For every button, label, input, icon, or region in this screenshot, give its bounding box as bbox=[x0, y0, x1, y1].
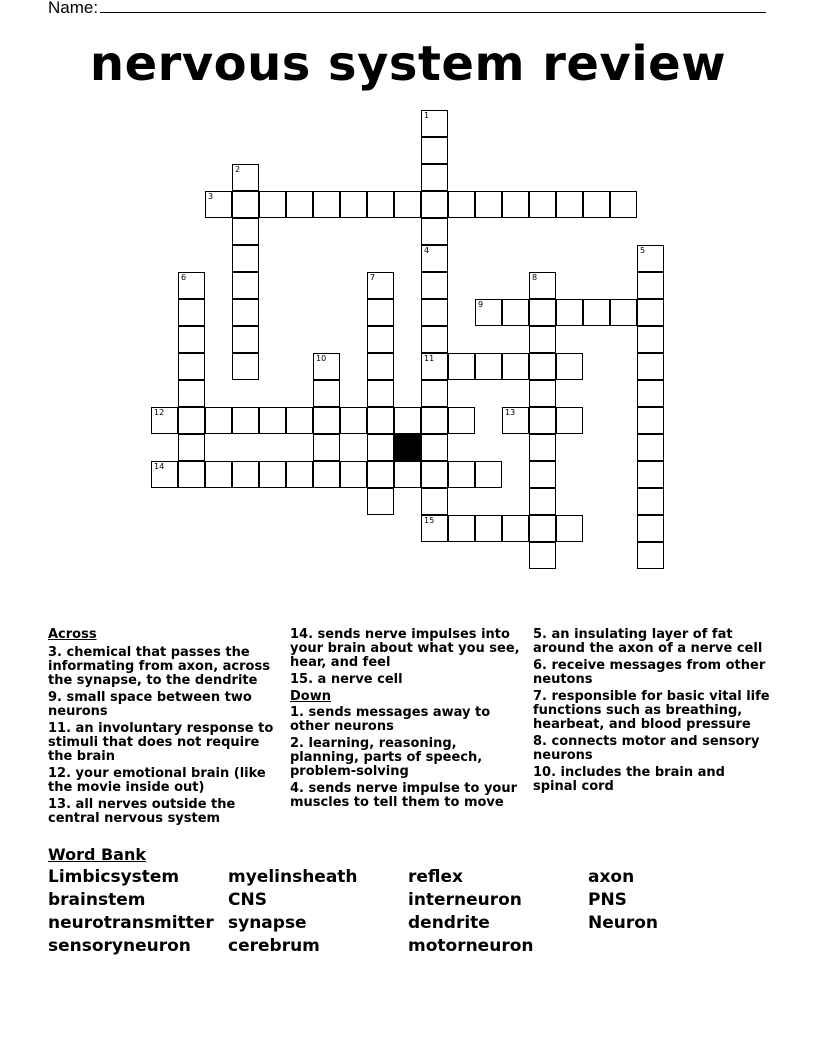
clue-item bbox=[533, 659, 773, 687]
grid-cell[interactable] bbox=[178, 299, 205, 326]
grid-cell[interactable] bbox=[529, 434, 556, 461]
clue-number: 13 bbox=[505, 408, 516, 417]
grid-cell[interactable] bbox=[421, 461, 448, 488]
grid-cell[interactable] bbox=[637, 407, 664, 434]
grid-cell[interactable] bbox=[421, 488, 448, 515]
word-bank-item: cerebrum bbox=[228, 936, 320, 956]
clue-item bbox=[533, 766, 773, 794]
grid-cell[interactable] bbox=[610, 191, 637, 218]
word-bank-item: myelinsheath bbox=[228, 867, 358, 887]
grid-cell[interactable] bbox=[556, 515, 583, 542]
grid-cell[interactable] bbox=[232, 461, 259, 488]
grid-cell[interactable] bbox=[637, 299, 664, 326]
grid-cell[interactable] bbox=[610, 299, 637, 326]
grid-cell[interactable] bbox=[502, 515, 529, 542]
clue-text: 15. a nerve cell bbox=[290, 672, 403, 687]
grid-cell[interactable] bbox=[637, 542, 664, 569]
grid-cell[interactable] bbox=[232, 272, 259, 299]
grid-cell[interactable] bbox=[205, 407, 232, 434]
grid-cell[interactable] bbox=[178, 353, 205, 380]
grid-cell[interactable] bbox=[502, 191, 529, 218]
clue-number: 6 bbox=[181, 273, 187, 282]
grid-cell[interactable] bbox=[232, 164, 259, 191]
grid-cell[interactable] bbox=[421, 137, 448, 164]
grid-cell[interactable] bbox=[367, 326, 394, 353]
grid-cell[interactable] bbox=[259, 407, 286, 434]
clue-text: 14. sends nerve impulses into your brain about what you see, hear, and feel bbox=[290, 627, 520, 670]
grid-cell[interactable] bbox=[313, 461, 340, 488]
clue-number: 14 bbox=[154, 462, 165, 471]
clue-text: 8. connects motor and sensory neurons bbox=[533, 734, 760, 763]
grid-cell[interactable] bbox=[232, 191, 259, 218]
grid-cell[interactable] bbox=[232, 353, 259, 380]
grid-cell[interactable] bbox=[178, 272, 205, 299]
grid-cell[interactable] bbox=[367, 407, 394, 434]
grid-cell[interactable] bbox=[367, 299, 394, 326]
clue-column-3 bbox=[533, 628, 773, 797]
grid-cell[interactable] bbox=[367, 461, 394, 488]
grid-cell[interactable] bbox=[286, 191, 313, 218]
word-bank-item: reflex bbox=[408, 867, 464, 887]
clue-number: 3 bbox=[208, 192, 214, 201]
word-bank-item: Neuron bbox=[588, 913, 659, 933]
clue-item bbox=[533, 628, 773, 656]
grid-cell[interactable] bbox=[313, 407, 340, 434]
grid-cell[interactable] bbox=[205, 191, 232, 218]
clue-text: 6. receive messages from other neutons bbox=[533, 658, 766, 687]
clue-item bbox=[290, 706, 530, 734]
grid-cell[interactable] bbox=[421, 380, 448, 407]
grid-cell[interactable] bbox=[637, 380, 664, 407]
grid-cell[interactable] bbox=[286, 461, 313, 488]
grid-cell[interactable] bbox=[394, 461, 421, 488]
word-bank-title: Word Bank bbox=[48, 845, 147, 864]
grid-cell[interactable] bbox=[502, 407, 529, 434]
grid-cell[interactable] bbox=[529, 488, 556, 515]
grid-cell[interactable] bbox=[232, 299, 259, 326]
grid-cell[interactable] bbox=[367, 272, 394, 299]
clue-text: 11. an involuntary response to stimuli that does not require the brain bbox=[48, 721, 274, 764]
grid-cell[interactable] bbox=[394, 191, 421, 218]
grid-cell[interactable] bbox=[529, 326, 556, 353]
clue-number: 10 bbox=[316, 354, 327, 363]
down-heading: Down bbox=[290, 689, 331, 704]
clue-text: 9. small space between two neurons bbox=[48, 690, 252, 719]
clue-number: 7 bbox=[370, 273, 376, 282]
grid-cell[interactable] bbox=[529, 353, 556, 380]
clue-number: 15 bbox=[424, 516, 435, 525]
grid-cell[interactable] bbox=[313, 434, 340, 461]
clue-column-2 bbox=[290, 628, 530, 813]
grid-cell[interactable] bbox=[448, 191, 475, 218]
grid-cell[interactable] bbox=[367, 488, 394, 515]
word-bank-item: motorneuron bbox=[408, 936, 534, 956]
clue-text: 3. chemical that passes the informating from axon, across the synapse, to the dendrite bbox=[48, 645, 270, 688]
grid-cell[interactable] bbox=[421, 245, 448, 272]
grid-cell[interactable] bbox=[232, 407, 259, 434]
clue-item bbox=[290, 673, 530, 687]
clue-number: 2 bbox=[235, 165, 241, 174]
grid-cell[interactable] bbox=[448, 407, 475, 434]
grid-cell[interactable] bbox=[286, 407, 313, 434]
word-bank-item: axon bbox=[588, 867, 635, 887]
grid-cell[interactable] bbox=[502, 299, 529, 326]
grid-cell[interactable] bbox=[556, 191, 583, 218]
clue-number: 8 bbox=[532, 273, 538, 282]
clue-item bbox=[48, 798, 283, 826]
grid-cell[interactable] bbox=[583, 299, 610, 326]
word-bank-item: dendrite bbox=[408, 913, 490, 933]
grid-cell[interactable] bbox=[178, 407, 205, 434]
grid-cell[interactable] bbox=[637, 488, 664, 515]
grid-cell[interactable] bbox=[448, 353, 475, 380]
grid-cell[interactable] bbox=[529, 299, 556, 326]
across-heading: Across bbox=[48, 627, 97, 642]
clue-text: 5. an insulating layer of fat around the axon of a nerve cell bbox=[533, 627, 763, 656]
grid-cell[interactable] bbox=[178, 461, 205, 488]
clue-item bbox=[48, 646, 283, 688]
grid-cell[interactable] bbox=[367, 380, 394, 407]
grid-cell[interactable] bbox=[340, 407, 367, 434]
grid-cell[interactable] bbox=[259, 461, 286, 488]
word-bank-item: brainstem bbox=[48, 890, 146, 910]
grid-cell[interactable] bbox=[232, 218, 259, 245]
grid-cell[interactable] bbox=[340, 191, 367, 218]
grid-cell[interactable] bbox=[529, 191, 556, 218]
grid-cell[interactable] bbox=[421, 191, 448, 218]
grid-cell[interactable] bbox=[421, 515, 448, 542]
grid-cell[interactable] bbox=[421, 353, 448, 380]
grid-cell[interactable] bbox=[556, 407, 583, 434]
word-bank-item: interneuron bbox=[408, 890, 522, 910]
grid-cell[interactable] bbox=[205, 461, 232, 488]
clue-number: 4 bbox=[424, 246, 430, 255]
clue-number: 12 bbox=[154, 408, 165, 417]
grid-cell[interactable] bbox=[556, 353, 583, 380]
grid-cell[interactable] bbox=[529, 515, 556, 542]
grid-cell[interactable] bbox=[367, 191, 394, 218]
grid-cell[interactable] bbox=[421, 218, 448, 245]
grid-cell[interactable] bbox=[529, 272, 556, 299]
clue-text: 2. learning, reasoning, planning, parts of speech, problem-solving bbox=[290, 736, 483, 779]
clue-number: 9 bbox=[478, 300, 484, 309]
grid-cell[interactable] bbox=[637, 515, 664, 542]
grid-cell[interactable] bbox=[421, 110, 448, 137]
clue-item bbox=[48, 767, 283, 795]
grid-cell[interactable] bbox=[637, 326, 664, 353]
clue-text: 4. sends nerve impulse to your muscles to tell them to move bbox=[290, 781, 518, 810]
grid-cell[interactable] bbox=[529, 407, 556, 434]
grid-cell[interactable] bbox=[637, 272, 664, 299]
grid-cell[interactable] bbox=[178, 326, 205, 353]
grid-cell[interactable] bbox=[556, 299, 583, 326]
word-bank-item: PNS bbox=[588, 890, 627, 910]
grid-cell[interactable] bbox=[475, 515, 502, 542]
clue-item bbox=[290, 782, 530, 810]
grid-cell[interactable] bbox=[178, 380, 205, 407]
clue-text: 7. responsible for basic vital life functions such as breathing, hearbeat, and blood pressure bbox=[533, 689, 770, 732]
grid-cell[interactable] bbox=[421, 326, 448, 353]
grid-cell[interactable] bbox=[421, 164, 448, 191]
grid-cell[interactable] bbox=[637, 434, 664, 461]
page-title: nervous system review bbox=[89, 36, 727, 92]
word-bank-item: neurotransmitter bbox=[48, 913, 214, 933]
clue-item bbox=[533, 735, 773, 763]
grid-cell[interactable] bbox=[313, 380, 340, 407]
grid-cell[interactable] bbox=[340, 461, 367, 488]
grid-cell[interactable] bbox=[313, 191, 340, 218]
grid-cell[interactable] bbox=[421, 272, 448, 299]
grid-cell[interactable] bbox=[394, 407, 421, 434]
clue-number: 11 bbox=[424, 354, 435, 363]
grid-cell[interactable] bbox=[529, 461, 556, 488]
clue-text: 1. sends messages away to other neurons bbox=[290, 705, 491, 734]
grid-cell[interactable] bbox=[151, 461, 178, 488]
grid-cell[interactable] bbox=[475, 353, 502, 380]
clue-text: 12. your emotional brain (like the movie inside out) bbox=[48, 766, 266, 795]
clue-item bbox=[290, 628, 530, 670]
clue-item bbox=[533, 690, 773, 732]
grid-cell[interactable] bbox=[475, 299, 502, 326]
clue-item bbox=[48, 722, 283, 764]
grid-cell[interactable] bbox=[637, 245, 664, 272]
word-bank-item: Limbicsystem bbox=[48, 867, 180, 887]
grid-cell[interactable] bbox=[583, 191, 610, 218]
clue-number: 1 bbox=[424, 111, 430, 120]
grid-cell[interactable] bbox=[367, 353, 394, 380]
grid-cell[interactable] bbox=[637, 353, 664, 380]
grid-cell[interactable] bbox=[637, 461, 664, 488]
word-bank-item: sensoryneuron bbox=[48, 936, 191, 956]
word-bank-item: CNS bbox=[228, 890, 267, 910]
grid-cell[interactable] bbox=[367, 434, 394, 461]
clue-item bbox=[48, 691, 283, 719]
grid-cell[interactable] bbox=[448, 515, 475, 542]
grid-cell[interactable] bbox=[529, 380, 556, 407]
name-label: Name: bbox=[48, 0, 99, 17]
grid-cell[interactable] bbox=[448, 461, 475, 488]
grid-cell[interactable] bbox=[178, 434, 205, 461]
clue-item bbox=[290, 737, 530, 779]
clue-text: 13. all nerves outside the central nervous system bbox=[48, 797, 236, 826]
word-bank-item: synapse bbox=[228, 913, 307, 933]
grid-black-cell bbox=[394, 434, 421, 461]
grid-cell[interactable] bbox=[421, 299, 448, 326]
grid-cell[interactable] bbox=[475, 191, 502, 218]
grid-cell[interactable] bbox=[421, 407, 448, 434]
clue-text: 10. includes the brain and spinal cord bbox=[533, 765, 725, 794]
grid-cell[interactable] bbox=[259, 191, 286, 218]
grid-cell[interactable] bbox=[421, 434, 448, 461]
clue-column-1 bbox=[48, 628, 283, 829]
grid-cell[interactable] bbox=[502, 353, 529, 380]
grid-cell[interactable] bbox=[232, 245, 259, 272]
grid-cell[interactable] bbox=[475, 461, 502, 488]
grid-cell[interactable] bbox=[151, 407, 178, 434]
grid-cell[interactable] bbox=[232, 326, 259, 353]
clue-number: 5 bbox=[640, 246, 646, 255]
grid-cell[interactable] bbox=[529, 542, 556, 569]
grid-cell[interactable] bbox=[313, 353, 340, 380]
